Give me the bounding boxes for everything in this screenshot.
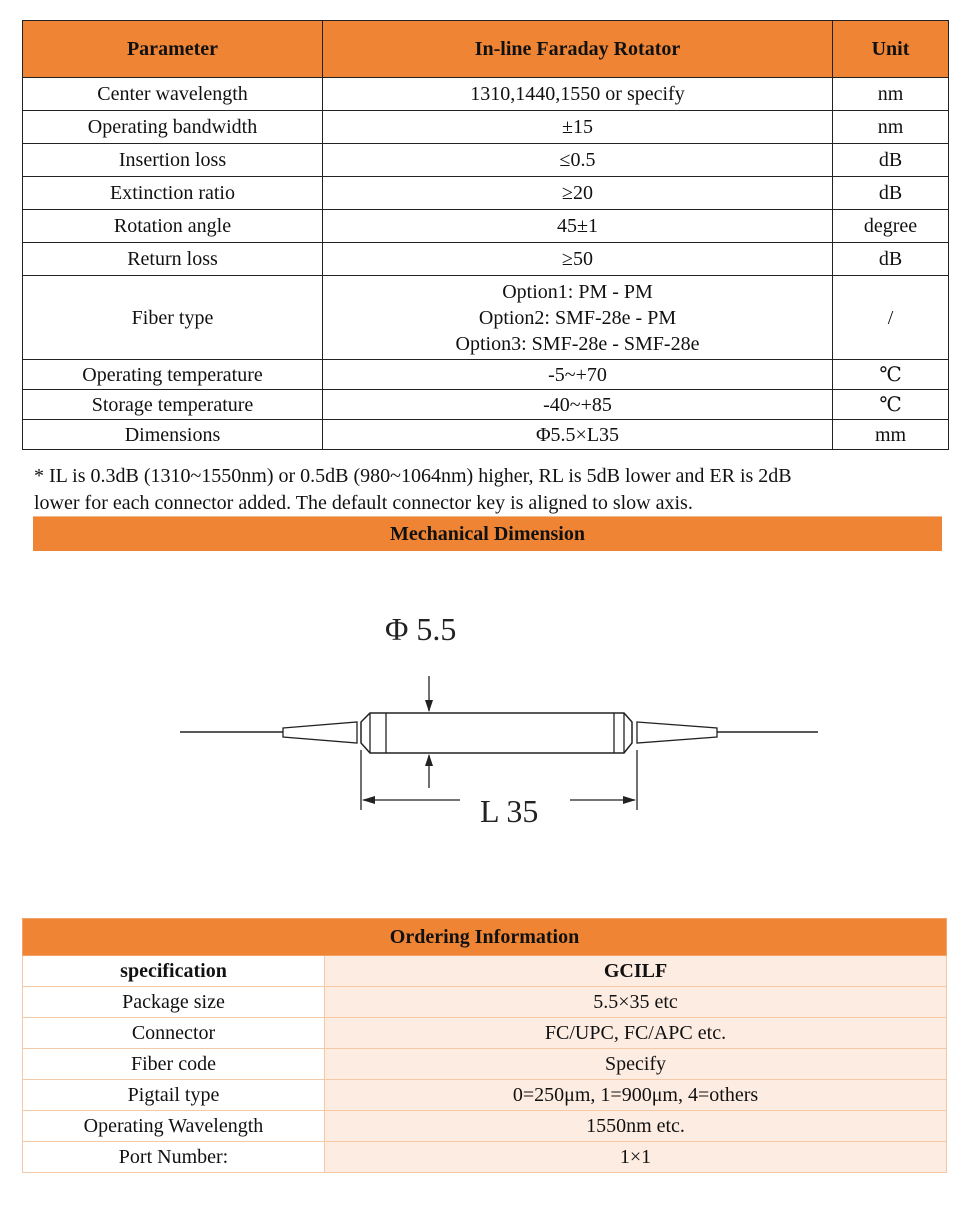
unit-cell: /	[833, 276, 949, 360]
table-row	[23, 360, 949, 390]
unit-cell: dB	[833, 177, 949, 210]
value-cell: ≤0.5	[323, 144, 833, 177]
unit-cell: nm	[833, 111, 949, 144]
unit-cell: dB	[833, 243, 949, 276]
unit-cell: dB	[833, 144, 949, 177]
footnote-line: * IL is 0.3dB (1310~1550nm) or 0.5dB (980~1064nm) higher, RL is 5dB lower and ER is 2dB	[34, 465, 792, 487]
ordering-label: Fiber code	[23, 1049, 325, 1080]
arrowhead	[362, 796, 375, 804]
arrowhead	[425, 754, 433, 766]
param-cell: Center wavelength	[23, 78, 323, 111]
unit-cell: mm	[833, 420, 949, 450]
param-cell: Fiber type	[23, 276, 323, 360]
table-row	[23, 177, 949, 210]
unit-cell: ℃	[833, 360, 949, 390]
table-row	[23, 956, 947, 987]
mechanical-drawing	[0, 560, 973, 860]
table-row	[23, 210, 949, 243]
param-cell: Operating bandwidth	[23, 111, 323, 144]
left-boot	[283, 722, 357, 743]
param-cell: Rotation angle	[23, 210, 323, 243]
unit-cell: ℃	[833, 390, 949, 420]
ordering-value: GCILF	[325, 956, 947, 987]
param-cell: Dimensions	[23, 420, 323, 450]
right-boot	[637, 722, 717, 743]
param-cell: Storage temperature	[23, 390, 323, 420]
rotator-body	[361, 713, 632, 753]
ordering-value: 0=250μm, 1=900μm, 4=others	[325, 1080, 947, 1111]
value-cell: Φ5.5×L35	[323, 420, 833, 450]
table-row	[23, 420, 949, 450]
ordering-value: 5.5×35 etc	[325, 987, 947, 1018]
param-cell: Extinction ratio	[23, 177, 323, 210]
arrowhead	[425, 700, 433, 712]
table-row	[23, 144, 949, 177]
ordering-value: 1×1	[325, 1142, 947, 1173]
value-cell: ±15	[323, 111, 833, 144]
arrowhead	[623, 796, 636, 804]
table-row	[23, 1142, 947, 1173]
ordering-label: Package size	[23, 987, 325, 1018]
table-row	[23, 390, 949, 420]
header-product: In-line Faraday Rotator	[323, 21, 833, 78]
ordering-label: Pigtail type	[23, 1080, 325, 1111]
header-unit: Unit	[833, 21, 949, 78]
value-cell: 1310,1440,1550 or specify	[323, 78, 833, 111]
mechanical-dimension-header: Mechanical Dimension	[33, 516, 942, 551]
unit-cell: nm	[833, 78, 949, 111]
param-cell: Insertion loss	[23, 144, 323, 177]
fiber-option: Option2: SMF-28e - PM	[478, 306, 677, 329]
ordering-header-row	[23, 919, 947, 956]
footnote	[34, 463, 934, 517]
param-cell: Return loss	[23, 243, 323, 276]
table-row	[23, 1018, 947, 1049]
param-cell: Operating temperature	[23, 360, 323, 390]
ordering-title: Ordering Information	[23, 919, 947, 956]
fiber-option: Option3: SMF-28e - SMF-28e	[455, 332, 700, 355]
ordering-label: specification	[23, 956, 325, 987]
ordering-value: Specify	[325, 1049, 947, 1080]
ordering-table	[22, 918, 947, 1173]
fiber-options-cell	[323, 276, 833, 360]
table-row-fiber-type	[23, 276, 949, 360]
table-row	[23, 1080, 947, 1111]
table-row	[23, 111, 949, 144]
value-cell: 45±1	[323, 210, 833, 243]
spec-header-row	[23, 21, 949, 78]
table-row	[23, 1049, 947, 1080]
table-row	[23, 987, 947, 1018]
ordering-value: 1550nm etc.	[325, 1111, 947, 1142]
fiber-option: Option1: PM - PM	[502, 280, 653, 303]
unit-cell: degree	[833, 210, 949, 243]
value-cell: -5~+70	[323, 360, 833, 390]
ordering-label: Connector	[23, 1018, 325, 1049]
ordering-label: Port Number:	[23, 1142, 325, 1173]
ordering-value: FC/UPC, FC/APC etc.	[325, 1018, 947, 1049]
table-row	[23, 243, 949, 276]
length-label: L 35	[480, 793, 539, 829]
footnote-line: lower for each connector added. The default connector key is aligned to slow axis.	[34, 492, 693, 514]
value-cell: ≥20	[323, 177, 833, 210]
table-row	[23, 1111, 947, 1142]
value-cell: ≥50	[323, 243, 833, 276]
value-cell: -40~+85	[323, 390, 833, 420]
table-row	[23, 78, 949, 111]
spec-table	[22, 20, 949, 450]
diameter-label: Φ 5.5	[385, 611, 457, 647]
ordering-label: Operating Wavelength	[23, 1111, 325, 1142]
header-parameter: Parameter	[23, 21, 323, 78]
